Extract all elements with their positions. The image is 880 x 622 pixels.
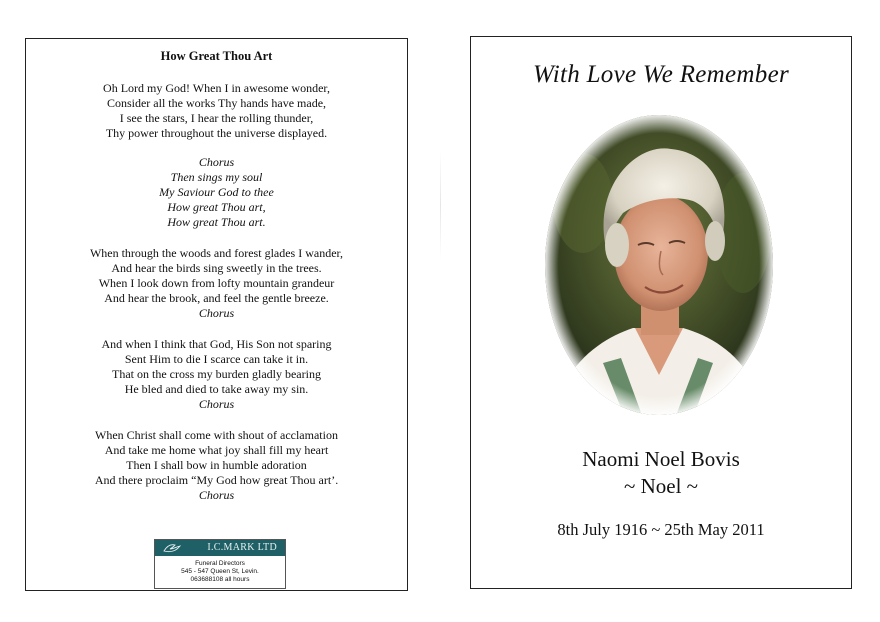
- funeral-director-card: [154, 539, 286, 589]
- hymn-line: When I look down from lofty mountain grandeur: [98, 276, 335, 290]
- hymn-line: Consider all the works Thy hands have made,: [106, 96, 327, 110]
- chorus-marker: Chorus: [198, 306, 235, 320]
- funeral-director-name: I.C.MARK LTD: [207, 542, 277, 553]
- hymn-line: And hear the birds sing sweetly in the trees.: [111, 261, 322, 275]
- hymn-line: When Christ shall come with shout of acclamation: [95, 428, 338, 442]
- chorus-line: My Saviour God to thee: [159, 185, 274, 199]
- funeral-director-role: Funeral Directors: [195, 560, 245, 567]
- life-dates: 8th July 1916 ~ 25th May 2011: [557, 520, 765, 539]
- hymn-line: And hear the brook, and feel the gentle breeze.: [104, 291, 329, 305]
- chorus-line: Then sings my soul: [170, 170, 263, 184]
- deceased-full-name: Naomi Noel Bovis: [582, 447, 740, 471]
- chorus-line: How great Thou art.: [167, 215, 266, 229]
- portrait-photo: [543, 113, 775, 418]
- hymn-line: That on the cross my burden gladly bearing: [112, 367, 321, 381]
- hymn-line: When through the woods and forest glades I wander,: [89, 246, 344, 260]
- dove-icon: [163, 542, 181, 554]
- hymn-line: Sent Him to die I scarce can take it in.: [124, 352, 309, 366]
- deceased-nickname: ~ Noel ~: [623, 474, 699, 498]
- memorial-cover-page: [470, 36, 852, 589]
- hymn-page: [25, 38, 408, 591]
- hymn-chorus: [26, 155, 407, 230]
- hymn-stanza-3: [26, 337, 407, 412]
- memorial-heading: With Love We Remember: [532, 61, 789, 88]
- chorus-heading: Chorus: [198, 155, 235, 169]
- hymn-line: He bled and died to take away my sin.: [124, 382, 309, 396]
- chorus-marker: Chorus: [198, 488, 235, 502]
- funeral-director-phone: 063688108 all hours: [190, 576, 250, 583]
- chorus-marker: Chorus: [198, 397, 235, 411]
- chorus-line: How great Thou art,: [167, 200, 266, 214]
- fold-crease: [440, 150, 441, 260]
- hymn-stanza-2: [26, 246, 407, 321]
- hymn-stanza-4: [26, 428, 407, 503]
- hymn-line: And there proclaim “My God how great Thou art’.: [94, 473, 339, 487]
- hymn-title: How Great Thou Art: [160, 49, 273, 63]
- funeral-director-details: [155, 556, 285, 584]
- hymn-line: Oh Lord my God! When I in awesome wonder,: [103, 81, 330, 95]
- funeral-director-banner: [155, 540, 285, 556]
- hymn-line: And take me home what joy shall fill my heart: [104, 443, 329, 457]
- portrait-photo-image: [543, 113, 775, 418]
- hymn-line: Then I shall bow in humble adoration: [126, 458, 307, 472]
- hymn-stanza-1: [26, 81, 407, 141]
- funeral-director-address: 545 - 547 Queen St, Levin.: [181, 568, 259, 575]
- hymn-line: And when I think that God, His Son not sparing: [101, 337, 332, 351]
- hymn-line: I see the stars, I hear the rolling thunder,: [119, 111, 314, 125]
- hymn-line: Thy power throughout the universe displayed.: [105, 126, 328, 140]
